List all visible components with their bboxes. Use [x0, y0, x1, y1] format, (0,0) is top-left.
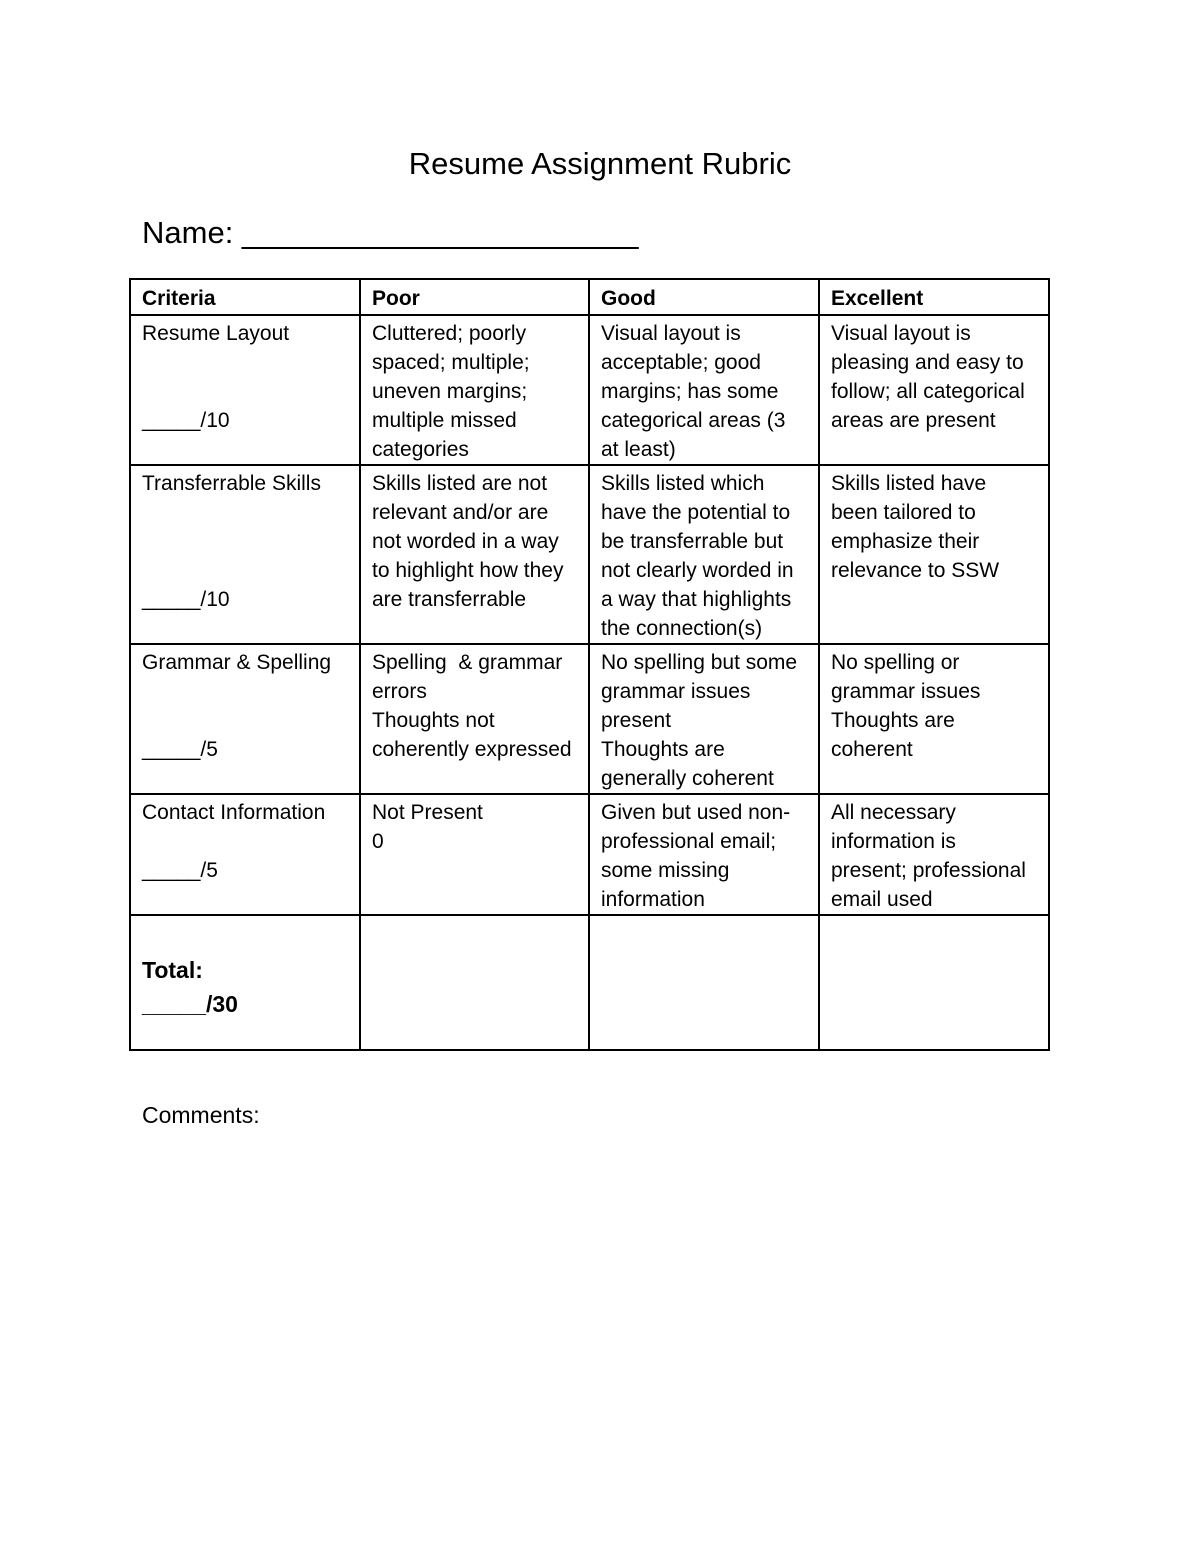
empty-cell	[589, 915, 819, 1050]
header-poor: Poor	[360, 279, 589, 315]
excellent-text: Skills listed have been tailored to emphasize their relevance to SSW	[831, 472, 1000, 582]
criterion-score: _____/5	[142, 738, 218, 761]
comments-label: Comments:	[142, 1102, 260, 1128]
table-row	[130, 315, 1049, 465]
good-text: Given but used non-professional email; some missing information	[601, 801, 791, 911]
excellent-text: No spelling or grammar issues	[831, 651, 981, 703]
header-excellent: Excellent	[819, 279, 1049, 315]
page-title: Resume Assignment Rubric	[408, 146, 792, 181]
good-cell	[589, 644, 819, 794]
excellent-cell	[819, 644, 1049, 794]
empty-cell	[819, 915, 1049, 1050]
header-criteria: Criteria	[130, 279, 360, 315]
poor-cell	[360, 465, 589, 644]
excellent-cell	[819, 794, 1049, 915]
criterion-score: _____/10	[142, 588, 230, 611]
excellent-cell	[819, 465, 1049, 644]
excellent-text: Visual layout is pleasing and easy to follow; all categorical areas are present	[831, 322, 1025, 432]
good-cell	[589, 315, 819, 465]
table-row	[130, 465, 1049, 644]
criterion-cell	[130, 465, 360, 644]
good-text: Thoughts are generally coherent	[601, 738, 774, 790]
good-cell	[589, 794, 819, 915]
total-score: _____/30	[142, 991, 238, 1017]
poor-text: Skills listed are not relevant and/or are not worded in a way to highlight how they are transferrable	[372, 472, 564, 611]
criterion-name: Grammar & Spelling	[142, 651, 332, 674]
excellent-cell	[819, 315, 1049, 465]
criterion-score: _____/10	[142, 409, 230, 432]
excellent-text: All necessary information is present; professional email used	[831, 801, 1026, 911]
total-label: Total:	[142, 957, 203, 983]
table-row	[130, 644, 1049, 794]
name-field: Name: _______________________	[142, 215, 639, 250]
header-good: Good	[589, 279, 819, 315]
table-row	[130, 794, 1049, 915]
poor-text: Spelling & grammar errors	[372, 651, 569, 703]
good-text: Visual layout is acceptable; good margins; has some categorical areas (3 at least)	[601, 322, 786, 461]
poor-cell	[360, 644, 589, 794]
excellent-text: Thoughts are coherent	[831, 709, 955, 761]
poor-cell	[360, 794, 589, 915]
empty-cell	[360, 915, 589, 1050]
criterion-score: _____/5	[142, 859, 218, 882]
poor-text: Thoughts not coherently expressed	[372, 709, 572, 761]
good-text: Skills listed which have the potential to be transferrable but not clearly worded in a way that highlights the connection(s)	[601, 472, 794, 640]
criterion-cell	[130, 794, 360, 915]
poor-text: 0	[372, 830, 384, 853]
criterion-name: Resume Layout	[142, 322, 290, 345]
poor-text: Cluttered; poorly spaced; multiple; uneven margins; multiple missed categories	[372, 322, 530, 461]
total-cell	[130, 915, 360, 1050]
good-text: No spelling but some grammar issues present	[601, 651, 798, 732]
criterion-name: Contact Information	[142, 801, 326, 824]
criterion-cell	[130, 315, 360, 465]
criterion-name: Transferrable Skills	[142, 472, 321, 495]
total-row	[130, 915, 1049, 1050]
good-cell	[589, 465, 819, 644]
poor-cell	[360, 315, 589, 465]
poor-text: Not Present	[372, 801, 483, 824]
header-row	[130, 279, 1049, 315]
rubric-table	[129, 278, 1050, 1051]
criterion-cell	[130, 644, 360, 794]
